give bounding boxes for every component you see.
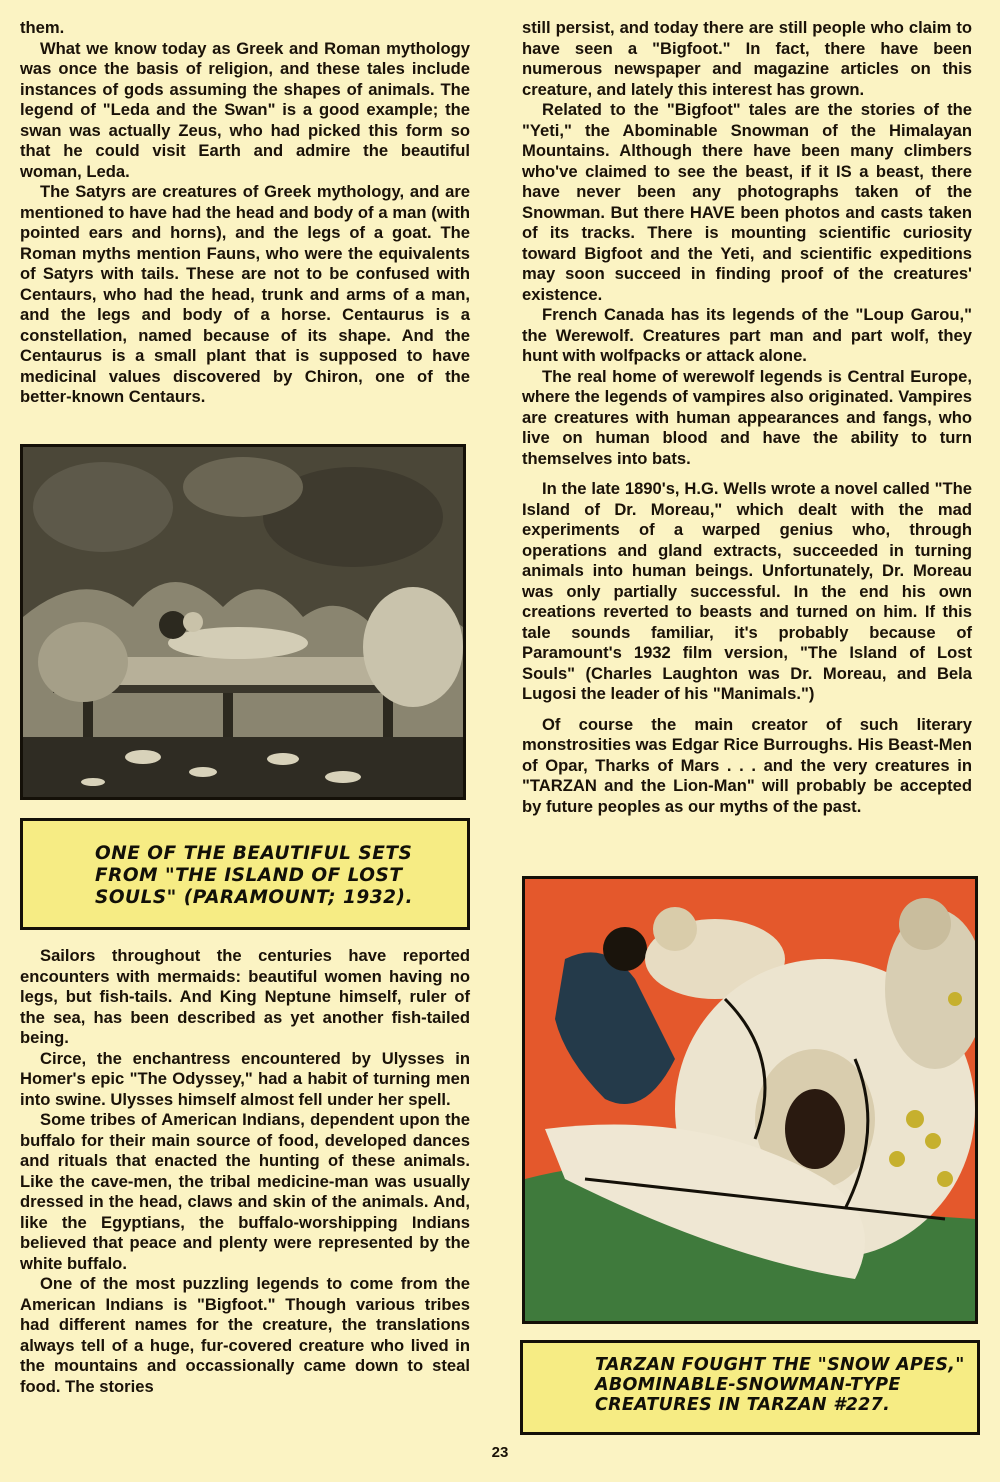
film-still-illustration (23, 447, 463, 797)
page-number: 23 (491, 1444, 509, 1461)
paragraph-text: In the late 1890's, H.G. Wells wrote a novel called "The Island of Dr. Moreau," which dealt with the mad experiments of a warped genius who, through operations and gland extracts, succeeded in turning animals into human beings. Unfortunately, Dr. Moreau was only partially successful. In the end his own creations reverted to beasts and turned on him. If this tale sounds familiar, it's probably because of Paramount's 1932 film version, "The Island of Lost Souls" (Charles Laughton was Dr. Moreau, and Bela Lugosi the leader of his "Manimals.") (522, 479, 972, 703)
article-paragraph (522, 479, 972, 705)
tarzan-comic-panel (522, 876, 978, 1324)
paragraph-text: them. (20, 18, 65, 37)
paragraph-text: The Satyrs are creatures of Greek mythology, and are mentioned to have had the head and body of a man (with pointed ears and horns), and the legs of a goat. The Roman myths mention Fauns, who were the equivalents of Satyrs with tails. These are not to be confused with Centaurs, who had the head, trunk and arms of a man, and the legs and body of a horse. Centaurus is a constellation, named because of its shape. And the Centaurus is a small plant that is supposed to have medicinal values discovered by Chiron, one of the better-known Centaurs. (20, 182, 470, 406)
article-paragraph (20, 1110, 470, 1274)
art-caption-text: TARZAN FOUGHT THE "SNOW APES," ABOMINABLE-SNOWMAN-TYPE CREATURES IN TARZAN #227. (595, 1355, 965, 1415)
article-paragraph (522, 305, 972, 367)
article-paragraph (522, 18, 972, 100)
left-column-bottom (20, 946, 470, 1397)
paragraph-gap (522, 469, 972, 479)
paragraph-text: One of the most puzzling legends to come from the American Indians is "Bigfoot." Though various tribes had different names for the creature, the translations always tell of a huge, fur-covered creature who lived in the mountains and occassionally came down to steal food. The stories (20, 1274, 470, 1396)
snow-ape-illustration (525, 879, 975, 1321)
paragraph-text: Sailors throughout the centuries have reported encounters with mermaids: beautiful women having no legs, but fish-tails. And King Neptune himself, ruler of the sea, has been described as yet another fish-tailed being. (20, 946, 470, 1047)
article-paragraph (20, 39, 470, 183)
photo-caption (20, 818, 470, 930)
right-column (522, 18, 972, 817)
article-paragraph (20, 182, 470, 408)
paragraph-text: still persist, and today there are still people who claim to have seen a "Bigfoot." In fact, there have been numerous newspaper and magazine articles on this creature, and lately this interest has grown. (522, 18, 972, 99)
photo-caption-text: ONE OF THE BEAUTIFUL SETS FROM "THE ISLAND OF LOST SOULS" (PARAMOUNT; 1932). (95, 843, 414, 908)
article-paragraph (522, 367, 972, 470)
art-caption (520, 1340, 980, 1435)
article-paragraph (20, 946, 470, 1049)
paragraph-gap (522, 705, 972, 715)
paragraph-text: Of course the main creator of such literary monstrosities was Edgar Rice Burroughs. His Beast-Men of Opar, Tharks of Mars . . . and the very creatures in "TARZAN and the Lion-Man" will probably be accepted by future peoples as our myths of the past. (522, 714, 972, 816)
paragraph-text: Related to the "Bigfoot" tales are the stories of the "Yeti," the Abominable Snowman of the Himalayan Mountains. Although there have been many climbers who've claimed to see the beast, if it IS a beast, there have never been any photographs taken of the Snowman. But there HAVE been photos and casts taken of its tracks. There is mounting scientific curiosity toward Bigfoot and the Yeti, and scientific expeditions may soon succeed in finding proof of the creatures' existence. (522, 100, 972, 304)
paragraph-text: Some tribes of American Indians, dependent upon the buffalo for their main source of food, developed dances and rituals that enacted the hunting of these animals. Like the cave-men, the tribal medicine-man was usually dressed in the head, claws and skin of the animals. And, like the Egyptians, the buffalo-worshipping Indians believed that peace and plenty were represented by the white buffalo. (20, 1110, 470, 1273)
article-paragraph (20, 1049, 470, 1111)
paragraph-text: Circe, the enchantress encountered by Ulysses in Homer's epic "The Odyssey," had a habit of turning men into swine. Ulysses himself almost fell under her spell. (20, 1048, 470, 1109)
paragraph-text: What we know today as Greek and Roman mythology was once the basis of religion, and these tales include instances of gods assuming the shapes of animals. The legend of "Leda and the Swan" is a good example; the swan was actually Zeus, who had picked this form so that he could visit Earth and admire the beautiful woman, Leda. (20, 38, 470, 181)
article-paragraph (20, 1274, 470, 1397)
paragraph-text: French Canada has its legends of the "Loup Garou," the Werewolf. Creatures part man and part wolf, they hunt with wolfpacks or attack alone. (522, 305, 972, 365)
film-still-photo (20, 444, 466, 800)
paragraph-text: The real home of werewolf legends is Central Europe, where the legends of vampires also originated. Vampires are creatures with human appearances and fangs, who live on human blood and have the ability to turn themselves into bats. (522, 366, 972, 468)
article-paragraph (522, 100, 972, 305)
article-paragraph (522, 715, 972, 818)
left-column-top (20, 18, 470, 408)
article-paragraph (20, 18, 470, 39)
